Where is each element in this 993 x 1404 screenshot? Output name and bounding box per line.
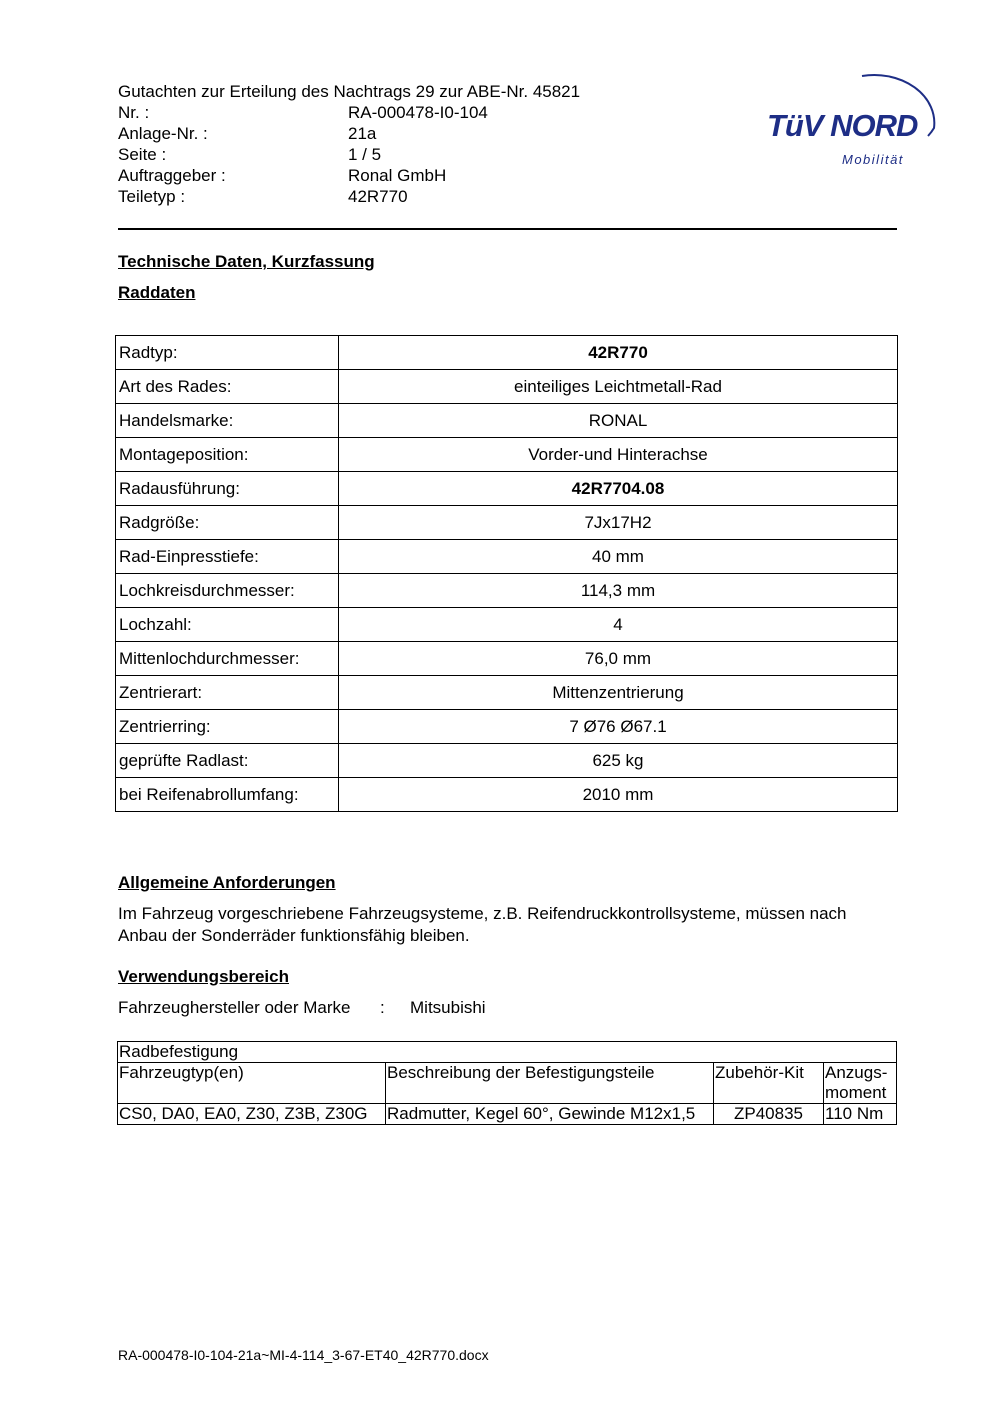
header-row-auftraggeber	[118, 165, 488, 186]
wheel-data-value: Vorder-und Hinterachse	[339, 438, 898, 472]
manufacturer-value: Mitsubishi	[410, 998, 486, 1017]
wheel-data-row	[116, 438, 898, 472]
header-value: 42R770	[348, 187, 408, 206]
wheel-data-row	[116, 472, 898, 506]
wheel-data-label: Radtyp:	[116, 336, 339, 370]
wheel-data-value: 76,0 mm	[339, 642, 898, 676]
wheel-data-value: 42R7704.08	[339, 472, 898, 506]
header-row-nr	[118, 102, 488, 123]
heading-wheel-data: Raddaten	[118, 283, 196, 302]
wheel-data-label: Mittenlochdurchmesser:	[116, 642, 339, 676]
wheel-data-table	[115, 335, 898, 812]
wheel-data-value: 114,3 mm	[339, 574, 898, 608]
header-vehicle-types: Fahrzeugtyp(en)	[118, 1063, 386, 1104]
wheel-data-value: 2010 mm	[339, 778, 898, 812]
manufacturer-label: Fahrzeughersteller oder Marke	[118, 998, 351, 1017]
wheel-data-row	[116, 778, 898, 812]
header-value: Ronal GmbH	[348, 166, 447, 185]
header-divider	[118, 228, 897, 230]
wheel-data-row	[116, 710, 898, 744]
wheel-data-value: 40 mm	[339, 540, 898, 574]
header-row-teiletyp	[118, 186, 488, 207]
wheel-data-row	[116, 506, 898, 540]
cell-accessory-kit: ZP40835	[714, 1104, 824, 1125]
wheel-data-row	[116, 404, 898, 438]
header-label: Nr. :	[118, 103, 150, 122]
logo-wordmark: TüV NORD	[767, 108, 918, 143]
wheel-data-row	[116, 574, 898, 608]
header-value: 21a	[348, 124, 377, 143]
wheel-data-label: Art des Rades:	[116, 370, 339, 404]
header-value: 1 / 5	[348, 145, 382, 164]
footer-filename: RA-000478-I0-104-21a~MI-4-114_3-67-ET40_42R770.docx	[118, 1347, 489, 1363]
wheel-data-row	[116, 744, 898, 778]
header-fastening-description: Beschreibung der Befestigungsteile	[386, 1063, 714, 1104]
header-accessory-kit: Zubehör-Kit	[714, 1063, 824, 1104]
logo-subtitle: Mobilität	[842, 152, 904, 167]
header-row-anlage	[118, 123, 488, 144]
header-label: Anlage-Nr. :	[118, 124, 208, 143]
mounting-table	[117, 1041, 897, 1125]
header-label: Teiletyp :	[118, 187, 186, 206]
heading-general-requirements: Allgemeine Anforderungen	[118, 873, 336, 892]
cell-fastening-description: Radmutter, Kegel 60°, Gewinde M12x1,5	[386, 1104, 714, 1125]
manufacturer-separator: :	[380, 998, 385, 1017]
wheel-data-label: Rad-Einpresstiefe:	[116, 540, 339, 574]
wheel-data-label: geprüfte Radlast:	[116, 744, 339, 778]
wheel-data-row	[116, 370, 898, 404]
wheel-data-value: 4	[339, 608, 898, 642]
mounting-title: Radbefestigung	[118, 1042, 897, 1063]
wheel-data-value: RONAL	[339, 404, 898, 438]
wheel-data-value: 7Jx17H2	[339, 506, 898, 540]
wheel-data-row	[116, 608, 898, 642]
heading-technical-data: Technische Daten, Kurzfassung	[118, 252, 375, 271]
mounting-title-row	[118, 1042, 897, 1063]
wheel-data-value: 42R770	[339, 336, 898, 370]
heading-usage-range: Verwendungsbereich	[118, 967, 289, 986]
header-torque-label: Anzugs-moment	[825, 1063, 888, 1102]
vehicle-manufacturer	[118, 998, 486, 1018]
wheel-data-row	[116, 676, 898, 710]
wheel-data-row	[116, 336, 898, 370]
wheel-data-value: Mittenzentrierung	[339, 676, 898, 710]
wheel-data-value: 7 Ø76 Ø67.1	[339, 710, 898, 744]
wheel-data-label: Zentrierart:	[116, 676, 339, 710]
wheel-data-label: Radgröße:	[116, 506, 339, 540]
wheel-data-row	[116, 642, 898, 676]
cell-vehicle-types: CS0, DA0, EA0, Z30, Z3B, Z30G	[118, 1104, 386, 1125]
tuev-nord-logo	[762, 58, 942, 170]
wheel-data-label: Zentrierring:	[116, 710, 339, 744]
wheel-data-label: bei Reifenabrollumfang:	[116, 778, 339, 812]
header-info	[118, 102, 488, 207]
wheel-data-label: Lochkreisdurchmesser:	[116, 574, 339, 608]
header-label: Auftraggeber :	[118, 166, 226, 185]
wheel-data-label: Radausführung:	[116, 472, 339, 506]
wheel-data-label: Lochzahl:	[116, 608, 339, 642]
general-requirements-text: Im Fahrzeug vorgeschriebene Fahrzeugsysteme, z.B. Reifendruckkontrollsysteme, müssen nach Anbau der Sonderräder funktionsfähig bleiben.	[118, 904, 847, 945]
wheel-data-label: Montageposition:	[116, 438, 339, 472]
wheel-data-value: 625 kg	[339, 744, 898, 778]
mounting-data-row	[118, 1104, 897, 1125]
header-label: Seite :	[118, 145, 167, 164]
wheel-data-label: Handelsmarke:	[116, 404, 339, 438]
cell-torque: 110 Nm	[824, 1104, 897, 1125]
wheel-data-value: einteiliges Leichtmetall-Rad	[339, 370, 898, 404]
report-title: Gutachten zur Erteilung des Nachtrags 29 zur ABE-Nr. 45821	[118, 82, 581, 101]
header-row-seite	[118, 144, 488, 165]
wheel-data-row	[116, 540, 898, 574]
header-torque	[824, 1063, 897, 1104]
mounting-header-row	[118, 1063, 897, 1104]
header-value: RA-000478-I0-104	[348, 103, 488, 122]
